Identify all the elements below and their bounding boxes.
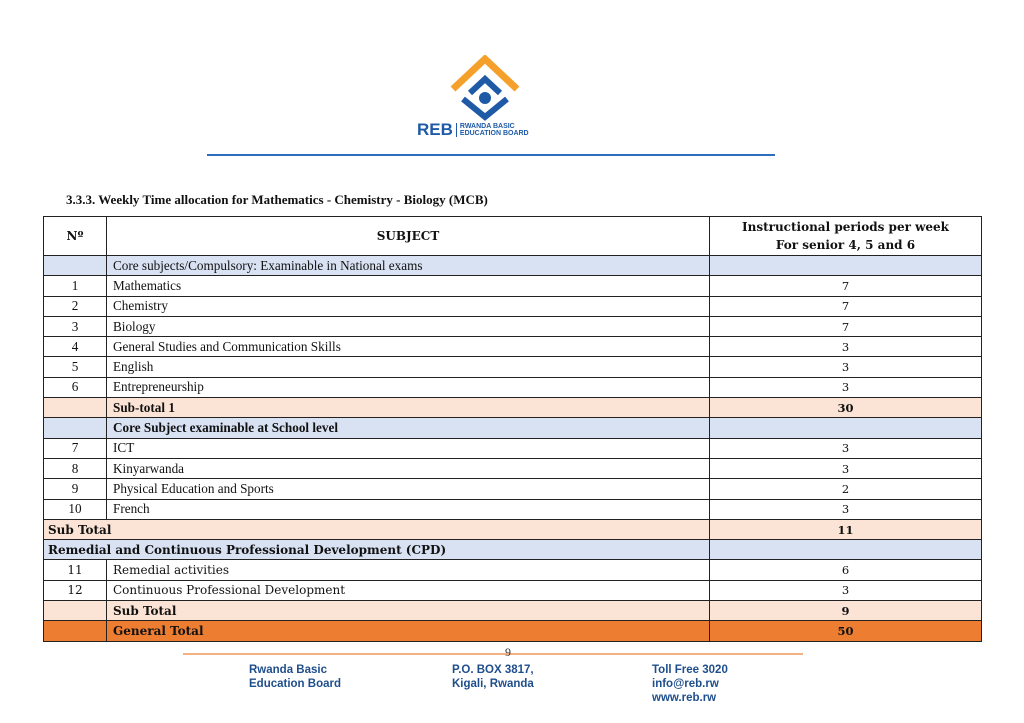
footer-org: Rwanda Basic Education Board	[249, 664, 342, 690]
subtotal-row: Sub Total 9	[44, 601, 982, 621]
table-row: 12 Continuous Professional Development 3	[44, 580, 982, 600]
table-row: 8 Kinyarwanda 3	[44, 458, 982, 478]
category-row: Core subjects/Compulsory: Examinable in National exams	[44, 256, 982, 276]
header-divider	[207, 154, 775, 156]
general-total-row: General Total 50	[44, 621, 982, 641]
page-number: 9	[505, 645, 511, 659]
header-periods: Instructional periods per week For senior 4, 5 and 6	[710, 217, 982, 256]
reb-emblem-icon	[415, 55, 565, 125]
subtotal-row: Sub-total 1 30	[44, 398, 982, 418]
table-row: 7 ICT 3	[44, 438, 982, 458]
table-row: 3 Biology 7	[44, 316, 982, 336]
table-row: 2 Chemistry 7	[44, 296, 982, 316]
time-allocation-table	[43, 216, 982, 642]
footer-address: P.O. BOX 3817, Kigali, Rwanda	[452, 664, 534, 690]
table-row: 6 Entrepreneurship 3	[44, 377, 982, 397]
wordmark-divider	[456, 123, 457, 137]
table-row: 5 English 3	[44, 357, 982, 377]
footer-contact: Toll Free 3020 info@reb.rw www.reb.rw	[652, 664, 728, 704]
reb-abbr: REB	[417, 120, 453, 139]
table-row: 1 Mathematics 7	[44, 276, 982, 296]
table-row: 4 General Studies and Communication Skills 3	[44, 337, 982, 357]
header-subject: SUBJECT	[107, 217, 710, 256]
table-row: 9 Physical Education and Sports 2	[44, 479, 982, 499]
category-row: Core Subject examinable at School level	[44, 418, 982, 438]
category-row: Remedial and Continuous Professional Development (CPD)	[44, 540, 982, 560]
subtotal-row: Sub Total 11	[44, 519, 982, 539]
table-row: 11 Remedial activities 6	[44, 560, 982, 580]
header-no: Nº	[44, 217, 107, 256]
table-header-row	[44, 217, 982, 256]
reb-full-name: RWANDA BASIC EDUCATION BOARD	[459, 123, 529, 137]
footer-divider	[183, 653, 803, 655]
table-row: 10 French 3	[44, 499, 982, 519]
reb-wordmark	[417, 120, 529, 140]
section-title: 3.3.3. Weekly Time allocation for Mathematics - Chemistry - Biology (MCB)	[66, 192, 488, 207]
